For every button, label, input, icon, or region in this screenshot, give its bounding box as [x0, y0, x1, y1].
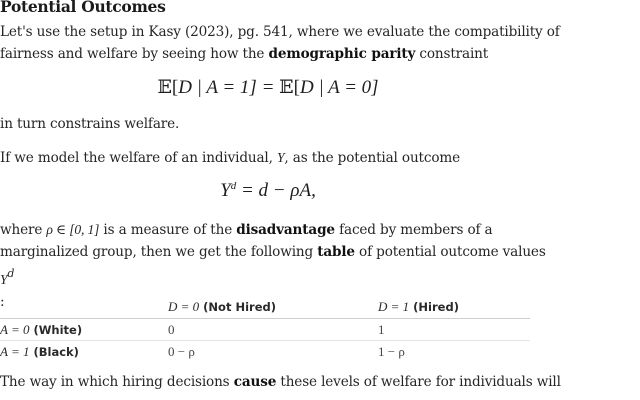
outcome-rhs: = d − ρA,	[236, 180, 316, 201]
header-1-math: D = 1	[378, 299, 410, 314]
row-0-math: A = 0	[0, 321, 30, 337]
demographic-parity-equation: 𝔼[D | A = 1] = 𝔼[D | A = 0]	[157, 76, 379, 98]
cell-white-not-hired: 0	[168, 319, 378, 341]
disadvantage-text-2: is a measure of the	[99, 222, 237, 238]
outcome-superscript: d	[230, 180, 237, 192]
cause-term: cause	[233, 374, 277, 390]
table-term: table	[317, 244, 355, 260]
potential-outcome-var: Y	[0, 272, 8, 287]
header-0-label: (Not Hired)	[199, 300, 276, 314]
header-0-math: D = 0	[168, 299, 200, 314]
row-label-white	[0, 319, 168, 341]
potential-outcomes-table	[0, 296, 530, 362]
causal-paragraph	[0, 371, 600, 393]
equation-lhs: D | A = 1] =	[178, 77, 280, 98]
header-corner	[0, 296, 168, 319]
disadvantage-text-3: faced by members of a marginalized group, then we get the following	[0, 222, 493, 260]
disadvantage-text-4: of potential outcome values	[354, 244, 546, 260]
welfare-sentence	[0, 147, 560, 169]
causal-text-1: The way in which hiring decisions	[0, 374, 234, 390]
row-1-label: (Black)	[29, 344, 79, 359]
intro-text-1: Let's use the setup in Kasy (2023), pg. 541, where we evaluate the compatibility of fairness and welfare by seeing how the	[0, 24, 560, 62]
header-not-hired	[168, 296, 378, 319]
cell-white-hired: 1	[378, 319, 530, 341]
intro-paragraph	[0, 21, 560, 65]
welfare-variable: Y	[276, 150, 285, 165]
constraint-sentence: in turn constrains welfare.	[0, 116, 180, 132]
table-row	[0, 319, 530, 341]
welfare-text-2: , as the potential outcome	[284, 150, 460, 166]
section-heading: Potential Outcomes	[0, 0, 166, 16]
potential-outcome-equation	[0, 180, 536, 202]
row-1-math: A = 1	[0, 343, 30, 359]
table-row	[0, 341, 530, 363]
row-label-black	[0, 341, 168, 363]
rho-range: ρ ∈ [0, 1]	[46, 222, 100, 237]
disadvantage-colon: :	[0, 294, 5, 310]
header-hired	[378, 296, 530, 319]
row-0-label: (White)	[29, 322, 83, 337]
outcome-var: Y	[220, 180, 231, 201]
table-header-row	[0, 296, 530, 319]
equation-rhs: D | A = 0]	[299, 77, 379, 98]
disadvantage-text-1: where	[0, 222, 47, 238]
welfare-text-1: If we model the welfare of an individual,	[0, 150, 277, 166]
intro-text-2: constraint	[415, 46, 489, 62]
demographic-parity-term: demographic parity	[268, 46, 416, 62]
potential-outcome-sup: d	[7, 267, 15, 280]
cell-black-not-hired: 0 − ρ	[168, 343, 195, 359]
causal-text-2: these levels of welfare for individuals will	[276, 374, 561, 390]
header-1-label: (Hired)	[409, 300, 459, 314]
cell-black-hired: 1 − ρ	[378, 343, 405, 359]
disadvantage-term: disadvantage	[236, 222, 335, 238]
